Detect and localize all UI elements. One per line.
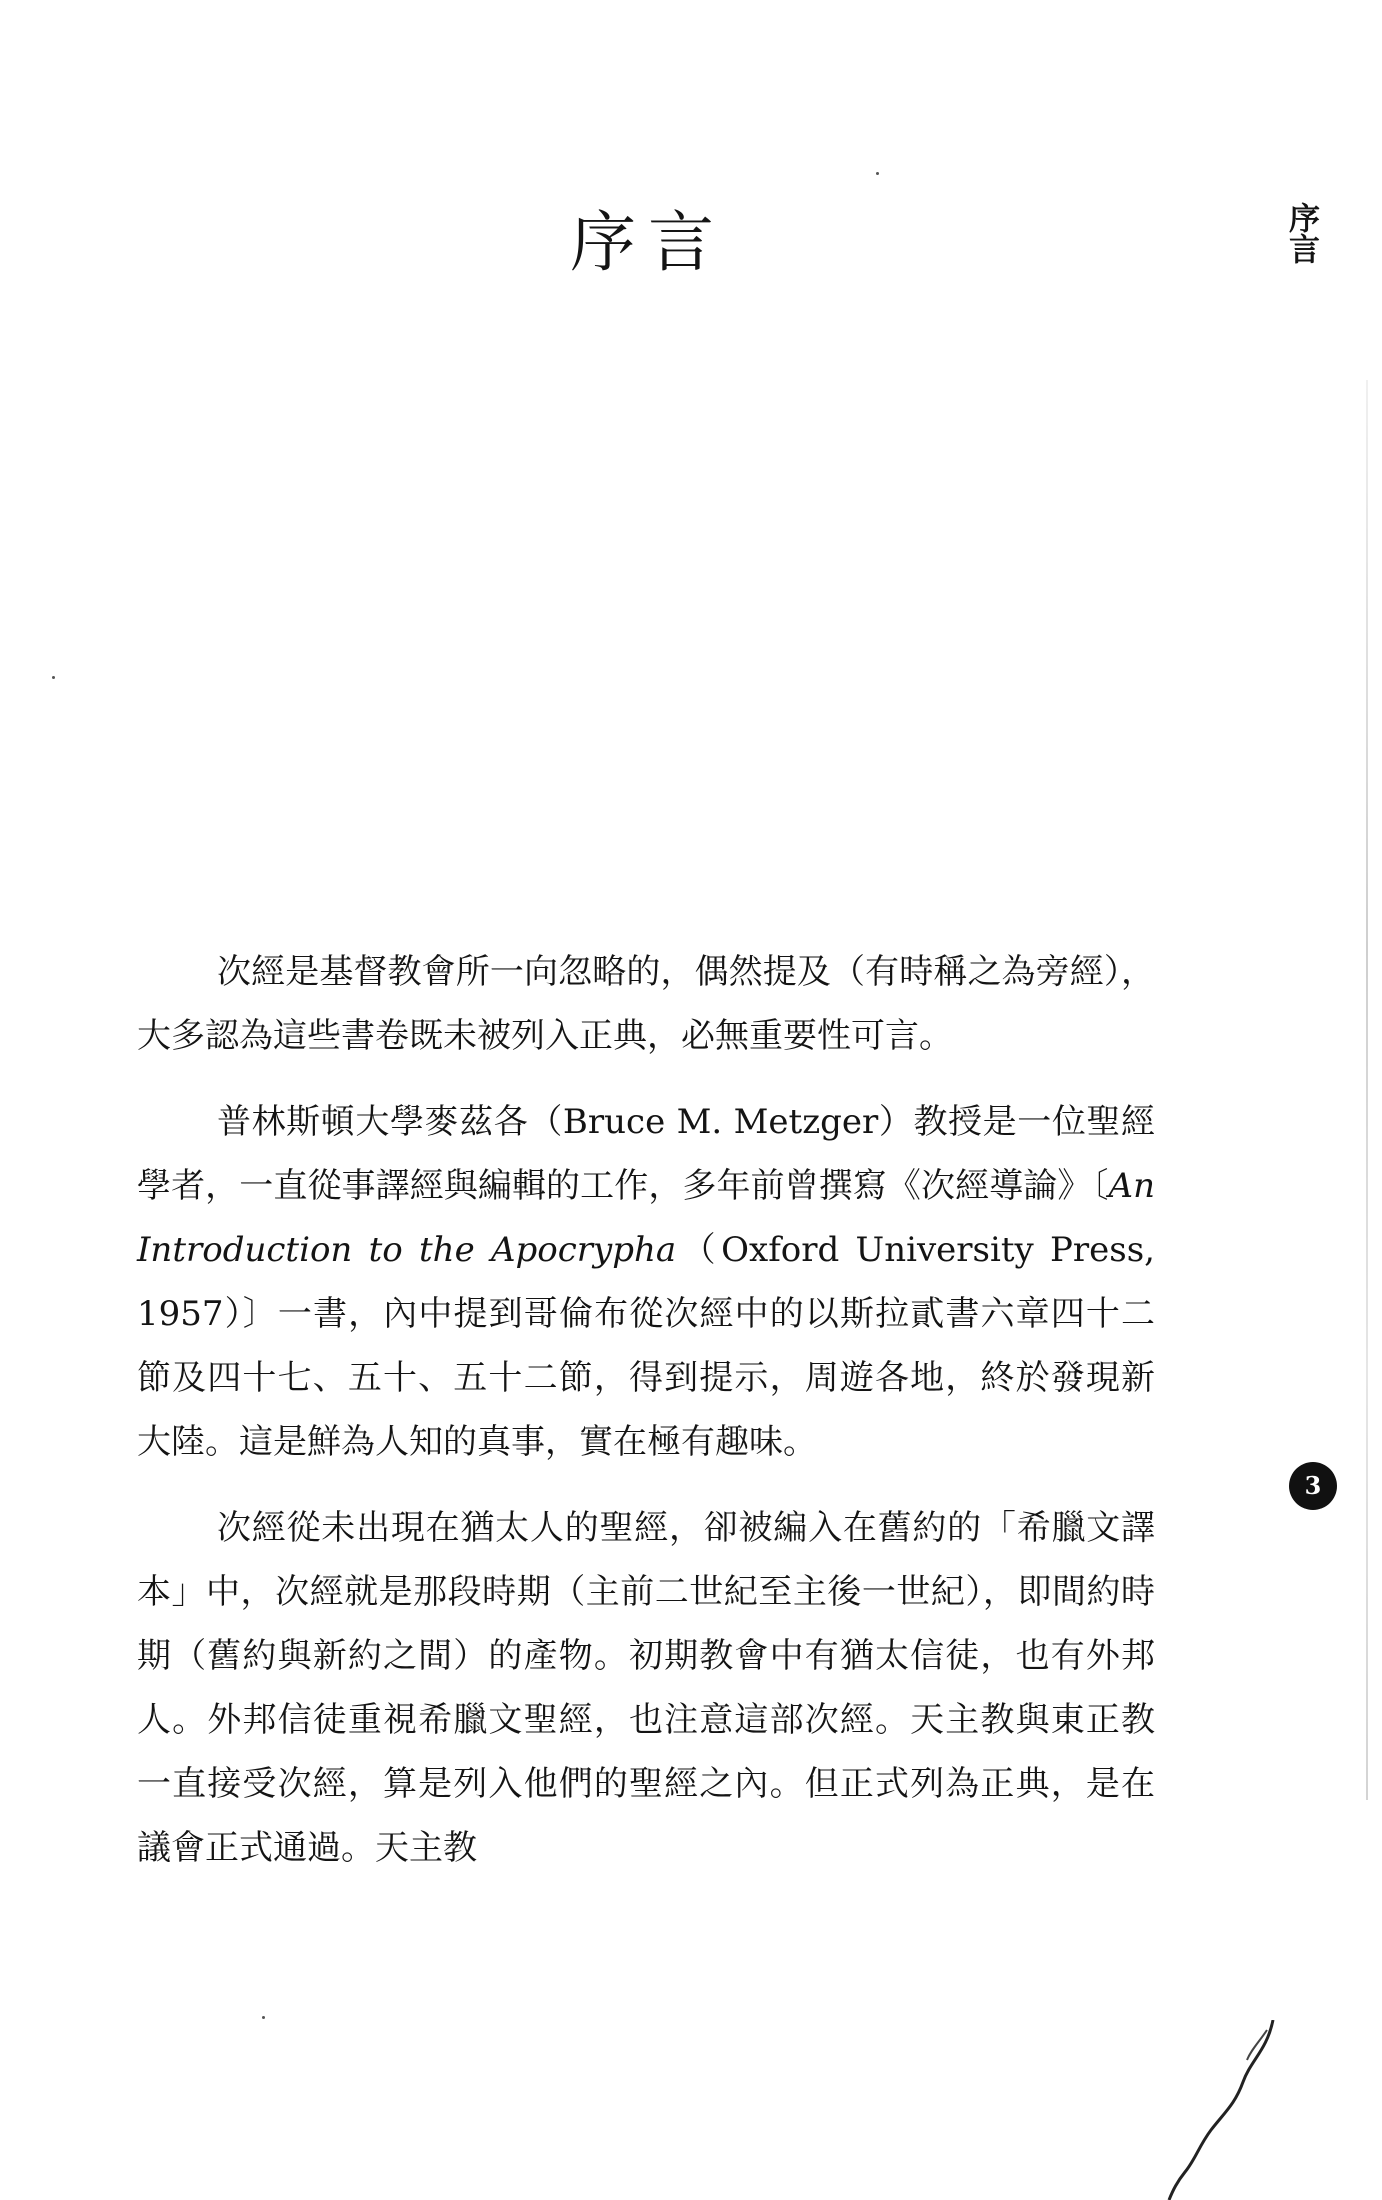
scan-speck [876,172,879,175]
paragraph-1: 次經是基督教會所一向忽略的，偶然提及（有時稱之為旁經），大多認為這些書卷既未被列入正典，必無重要性可言。 [137,952,1155,1056]
chapter-side-tab: 序言 [1283,202,1319,264]
paragraph-2-text-after: （Oxford University Press, 1957）〕一書，內中提到哥倫布從次經中的以斯拉貳書六章四十二節及四十七、五十、五十二節，得到提示，周遊各地，終於發現新大陸。這是鮮為人知的真事，實在極有趣味。 [137,1230,1155,1462]
paragraph-2 [137,1090,1155,1474]
page-number-badge: 3 [1289,1462,1337,1510]
page-crease-mark [1155,2020,1285,2200]
paragraph-2-text-before: 普林斯頓大學麥茲各（Bruce M. Metzger）教授是一位聖經學者，一直從事譯經與編輯的工作，多年前曾撰寫《次經導論》〔 [137,1102,1155,1206]
scan-speck [262,2016,265,2019]
page-edge-shadow [1366,380,1368,1800]
scan-speck [52,676,55,679]
book-title-italic: An Introduction to the Apocrypha [137,1166,1155,1270]
body-text [137,940,1155,1902]
paragraph-3: 次經從未出現在猶太人的聖經，卻被編入在舊約的「希臘文譯本」中，次經就是那段時期（主前二世紀至主後一世紀），即間約時期（舊約與新約之間）的產物。初期教會中有猶太信徒，也有外邦人。外邦信徒重視希臘文聖經，也注意這部次經。天主教與東正教一直接受次經，算是列入他們的聖經之內。但正式列為正典，是在議會正式通過。天主教 [137,1508,1155,1868]
page-title: 序言 [570,204,726,281]
